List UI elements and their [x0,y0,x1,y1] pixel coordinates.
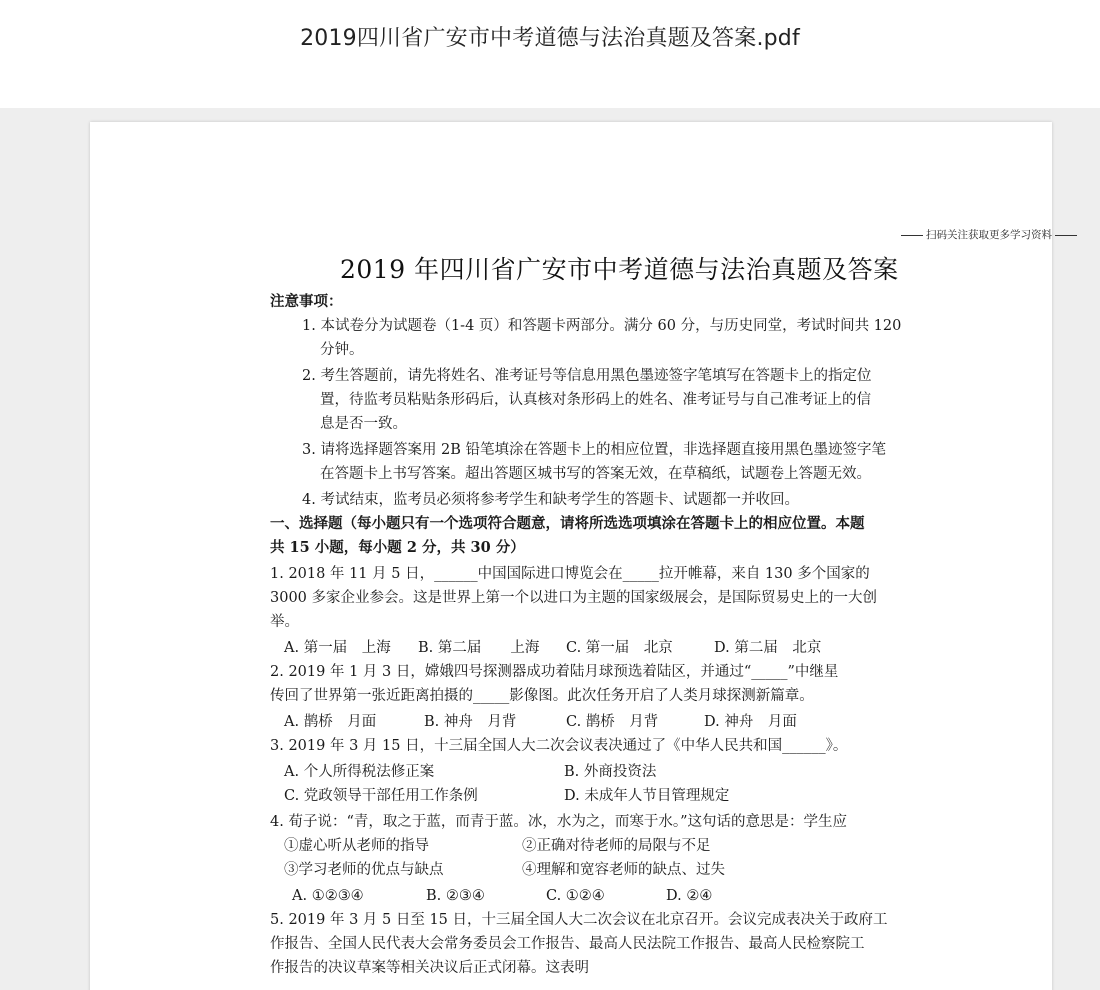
notice-line: 息是否一致。 [320,416,407,432]
notice-heading: 注意事项： [270,293,343,310]
option-row [284,712,797,732]
notice-line: 4. 考试结束，监考员必须将参考学生和缺考学生的答题卡、试题都一并收回。 [302,492,799,508]
statement: ②正确对待老师的局限与不足 [522,838,711,854]
option: D. 第二届 北京 [714,640,822,656]
document-title: 2019四川省广安市中考道德与法治真题及答案.pdf [300,25,800,51]
option: B. 外商投资法 [564,764,657,780]
option: C. 党政领导干部任用工作条例 [284,788,478,804]
paper-title: 2019 年四川省广安市中考道德与法治真题及答案 [340,255,899,284]
question-line: 3. 2019 年 3 月 15 日，十三届全国人大二次会议表决通过了《中华人民共和国______》。 [270,738,848,754]
option-row [284,638,821,658]
option: B. 神舟 月背 [424,714,517,730]
question-line: 1. 2018 年 11 月 5 日，______中国国际进口博览会在_____拉开帷幕，来自 130 多个国家的 [270,566,870,582]
question-line: 3000 多家企业参会。这是世界上第一个以进口为主题的国家级展会，是国际贸易史上的一大创 [270,590,878,606]
statement: ①虚心听从老师的指导 [284,838,429,854]
statement-row [284,836,711,856]
question-line: 举。 [270,614,299,630]
option: D. 未成年人节目管理规定 [564,788,730,804]
question-line: 作报告的决议草案等相关决议后正式闭幕。这表明 [270,960,589,976]
statement: ③学习老师的优点与缺点 [284,862,444,878]
question-line: 4. 荀子说：“青，取之于蓝，而青于蓝。冰，水为之，而寒于水。”这句话的意思是：学生应 [270,814,848,830]
question-line: 2. 2019 年 1 月 3 日，嫦娥四号探测器成功着陆月球预选着陆区，并通过“_____”中继星 [270,664,839,680]
option: B. ②③④ [426,888,485,904]
option: A. ①②③④ [292,888,364,904]
notice-line: 1. 本试卷分为试题卷（1-4 页）和答题卡两部分。满分 60 分，与历史同堂，考试时间共 120 [302,318,902,334]
section-heading: 共 15 小题，每小题 2 分，共 30 分） [270,539,525,556]
option: D. 神舟 月面 [704,714,797,730]
option-row [284,786,729,806]
statement: ④理解和宽容老师的缺点、过失 [522,862,725,878]
option: A. 个人所得税法修正案 [284,764,435,780]
notice-line: 置，待监考员粘贴条形码后，认真核对条形码上的姓名、准考证号与自己准考证上的信 [320,392,871,408]
notice-line: 3. 请将选择题答案用 2B 铅笔填涂在答题卡上的相应位置，非选择题直接用黑色墨迹签字笔 [302,442,887,458]
option: C. 第一届 北京 [566,640,673,656]
option: B. 第二届 上海 [418,640,540,656]
pdf-viewer[interactable] [0,108,1100,990]
promo-text: 扫码关注获取更多学习资料 [926,229,1052,241]
pdf-page [90,122,1052,990]
notice-line: 2. 考生答题前，请先将姓名、准考证号等信息用黑色墨迹签字笔填写在答题卡上的指定位 [302,368,872,384]
question-line: 5. 2019 年 3 月 5 日至 15 日，十三届全国人大二次会议在北京召开。会议完成表决关于政府工 [270,912,888,928]
question-line: 传回了世界第一张近距离拍摄的_____影像图。此次任务开启了人类月球探测新篇章。 [270,688,814,704]
promo-banner [898,227,1080,242]
option-row [292,886,712,906]
option: D. ②④ [666,888,713,904]
option-row [284,762,656,782]
option: A. 第一届 上海 [284,640,391,656]
statement-row [284,860,725,880]
section-heading: 一、选择题（每小题只有一个选项符合题意，请将所选选项填涂在答题卡上的相应位置。本题 [270,515,865,532]
option: C. ①②④ [546,888,605,904]
title-bar [0,0,1100,78]
option: C. 鹊桥 月背 [566,714,659,730]
question-line: 作报告、全国人民代表大会常务委员会工作报告、最高人民法院工作报告、最高人民检察院工 [270,936,865,952]
option: A. 鹊桥 月面 [284,714,377,730]
notice-line: 在答题卡上书写答案。超出答题区城书写的答案无效，在草稿纸，试题卷上答题无效。 [320,466,871,482]
notice-line: 分钟。 [320,342,364,358]
